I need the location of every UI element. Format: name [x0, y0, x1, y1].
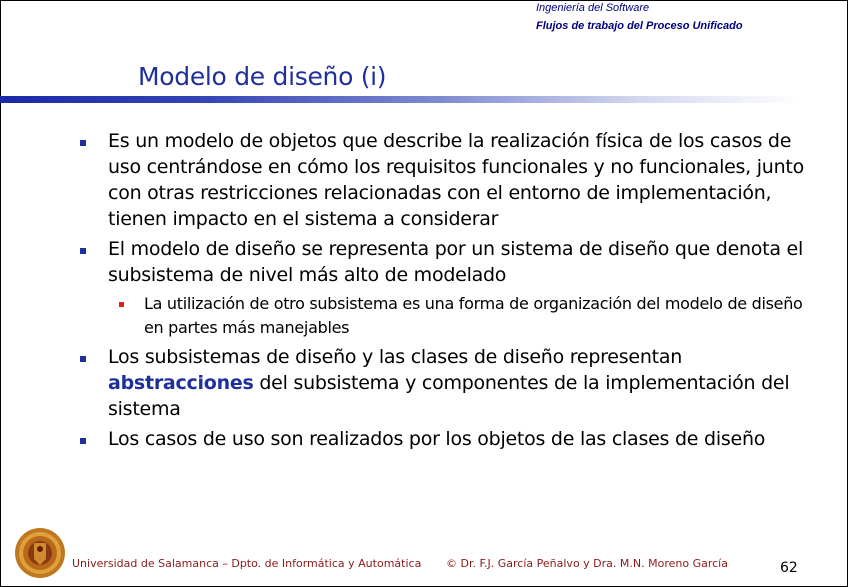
bullet-item: [0, 344, 848, 422]
bullet-square-icon: [80, 248, 86, 254]
bullet-item: [0, 128, 848, 232]
bullet-item: [0, 236, 848, 288]
sub-bullet-text: La utilización de otro subsistema es una forma de organización del modelo de diseño en partes más manejables: [144, 294, 803, 337]
header-course: Ingeniería del Software: [536, 2, 650, 14]
bullet-text-after: del subsistema y componentes de la implementación del sistema: [108, 372, 790, 420]
sub-bullet-square-icon: [119, 302, 124, 307]
bullet-text: Es un modelo de objetos que describe la realización física de los casos de uso centrándose en cómo los requisitos funcionales y no funcionales, junto con otras restricciones relacionadas con el entorno de implementación, tienen impacto en el sistema a considerar: [108, 130, 804, 230]
bullet-text: El modelo de diseño se representa por un sistema de diseño que denota el subsistema de nivel más alto de modelado: [108, 238, 804, 286]
header-topic: Flujos de trabajo del Proceso Unificado: [536, 20, 743, 32]
sub-bullet-item: [0, 292, 848, 340]
footer-institution: Universidad de Salamanca – Dpto. de Informática y Automática: [72, 557, 422, 570]
title-underline-bar: [0, 96, 800, 103]
bullet-square-icon: [80, 356, 86, 362]
bullet-text: Los casos de uso son realizados por los objetos de las clases de diseño: [108, 428, 766, 450]
page-number: 62: [780, 560, 798, 576]
bullet-item: [0, 426, 848, 452]
bullet-square-icon: [80, 438, 86, 444]
bullet-square-icon: [80, 140, 86, 146]
bullet-text-before: Los subsistemas de diseño y las clases de diseño representan: [108, 346, 682, 368]
slide-title: Modelo de diseño (i): [138, 62, 387, 91]
bullet-list: [0, 128, 848, 456]
university-seal-logo: [14, 527, 66, 579]
footer-authors: © Dr. F.J. García Peñalvo y Dra. M.N. Moreno García: [446, 557, 728, 570]
highlighted-term: abstracciones: [108, 372, 254, 394]
